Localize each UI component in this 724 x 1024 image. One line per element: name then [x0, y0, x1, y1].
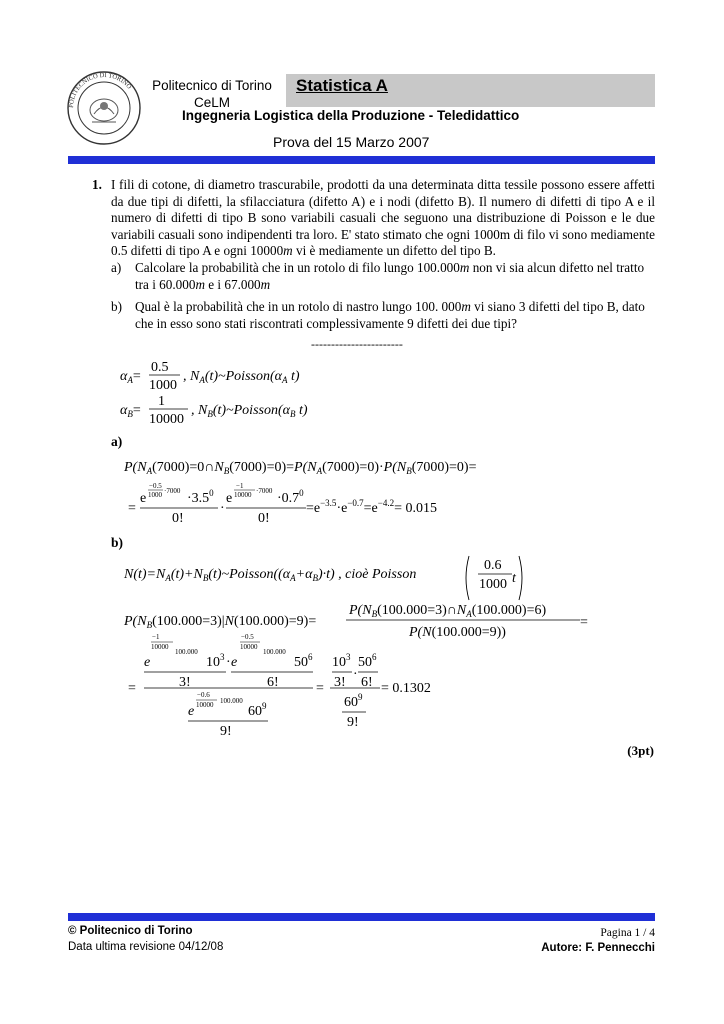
svg-text:0!: 0!	[172, 511, 184, 526]
svg-text:, NA(t)~Poisson(αA t): , $N_A(t)\sim Poisson(\alpha_A$ t)	[183, 369, 300, 385]
svg-text:1000: 1000	[149, 378, 177, 393]
svg-text:, NB(t)~Poisson(αB t): , $N_B(t)\sim Poisson(\alpha_B$ t)	[191, 403, 308, 419]
svg-text:3!: 3!	[179, 675, 191, 690]
label-b: b)	[111, 535, 124, 550]
svg-text:·: ·	[226, 655, 231, 670]
svg-text:P(NB(100.000=3)∩NA(100.000)=6): $P(N_B(100.000=3)\cap N_A(100.000)=6)$	[349, 603, 547, 619]
label-a: a)	[111, 434, 123, 449]
svg-text:103: $10^3$	[206, 652, 225, 670]
author: Autore: F. Pennecchi	[541, 942, 655, 954]
svg-text:0.6: 0.6	[484, 558, 502, 573]
svg-text:103: $10^3$	[332, 652, 351, 670]
svg-text:100.000: 100.000	[220, 697, 243, 705]
svg-text:·0.70: $\cdot 0.7^0$	[277, 488, 304, 506]
svg-text:3!: 3!	[334, 675, 346, 690]
svg-text:10000: 10000	[240, 643, 258, 651]
svg-text:1000: 1000	[479, 577, 507, 592]
question-number: 1.	[92, 177, 102, 192]
sub-question-a: a) Calcolare la probabilità che in un rotolo di filo lungo 100.000m non vi sia alcun difetto nel tratto tra i 60.000m e i 67.000m	[111, 260, 645, 292]
svg-text:=: =	[580, 615, 588, 630]
svg-text:·7000: ·7000	[164, 487, 181, 495]
copyright: © Politecnico di Torino	[68, 925, 193, 937]
question-text: I fili di cotone, di diametro trascurabile, prodotti da una determinata ditta tessile possono essere affetti da due tipi di difetti, la sfilacciatura (difetto A) e i nodi (difetto B). Il numero di difetti di tipo A e il numero di difetti di tipo B sono variabili casuali che seguono una distribuzione di Poisson e le due variabili casuali sono indipendenti tra loro. E' stato stimato che ogni 1000m di filo vi sono mediamente 0.5 difetti di tipo A e ogni 10000m vi è mediamente un difetto del tipo B.	[111, 177, 655, 258]
svg-text:−0.5: −0.5	[149, 482, 162, 490]
svg-text:e: e	[144, 655, 151, 670]
svg-text:0.5: 0.5	[151, 360, 169, 375]
svg-text:αA=: $\alpha_A=$	[120, 369, 141, 385]
svg-text:10000: 10000	[151, 643, 169, 651]
exam-date: Prova del 15 Marzo 2007	[273, 134, 430, 150]
svg-text:0!: 0!	[258, 511, 270, 526]
svg-text:P(N(100.000=9)): P(N(100.000=9))	[409, 625, 506, 640]
header-divider	[68, 156, 655, 164]
page-number: Pagina 1 / 4	[600, 927, 655, 939]
footer-left	[68, 923, 223, 955]
svg-text:=e−3.5·e−0.7=e−4.2= 0.015: $=e^{-3.5}\cdot e^{-0.7}=e^{-4.2}= 0.015$	[306, 498, 437, 516]
svg-text:·7000: ·7000	[256, 487, 273, 495]
footer-right	[541, 926, 655, 956]
svg-text:9!: 9!	[347, 715, 359, 730]
svg-text:=: =	[128, 501, 136, 516]
separator: -----------------------	[311, 337, 403, 351]
svg-text:506: $50^6$	[294, 652, 313, 670]
svg-text:= 0.1302: = 0.1302	[381, 681, 431, 696]
svg-text:−0.6: −0.6	[197, 691, 210, 699]
svg-text:·: ·	[220, 501, 225, 516]
course-name: Ingegneria Logistica della Produzione - Teledidattico	[182, 108, 520, 123]
svg-text:6!: 6!	[361, 675, 373, 690]
institution-block	[142, 77, 282, 111]
institution-unit: CeLM	[193, 95, 230, 110]
svg-text:10000: 10000	[149, 412, 184, 427]
svg-text:e: e	[140, 491, 147, 506]
svg-text:e: e	[188, 704, 195, 719]
politecnico-seal-icon	[66, 70, 142, 146]
svg-text:e: e	[231, 655, 238, 670]
svg-text:t: t	[512, 571, 516, 586]
svg-text:10000: 10000	[234, 491, 252, 499]
page-title: Statistica A	[296, 76, 388, 95]
svg-text:POLITECNICO DI TORINO: POLITECNICO DI TORINO	[67, 71, 133, 109]
svg-text:e: e	[226, 491, 233, 506]
svg-text:−1: −1	[236, 482, 244, 490]
svg-text:P(NB(100.000=3)|N(100.000)=9)=: $P(N_B(100.000=3)|N(100.000)=9)=$	[124, 614, 317, 630]
svg-text:1000: 1000	[148, 491, 162, 499]
svg-text:100.000: 100.000	[175, 648, 198, 656]
svg-text:=: =	[128, 681, 136, 696]
svg-text:·3.50: $\cdot 3.5^0$	[187, 488, 214, 506]
svg-text:1: 1	[158, 394, 165, 409]
svg-text:N(t)=NA(t)+NB(t)~Poisson((αA+α: $N(t)=N_A(t)+N_B(t)\sim Poisson((\alpha_A+\alpha_B)\cdot t)$ , cioè Poisson	[124, 567, 417, 583]
svg-text:·: ·	[353, 667, 358, 682]
institution-name: Politecnico di Torino	[152, 78, 272, 93]
revision-date: Data ultima revisione 04/12/08	[68, 941, 224, 953]
svg-text:=: =	[316, 681, 324, 696]
solution-formulas	[0, 350, 724, 750]
points-label: (3pt)	[627, 743, 654, 758]
svg-text:P(NA(7000)=0∩NB(7000)=0)=P(NA(: $P(N_A(7000)=0\cap N_B(7000)=0)=P(N_A(7000)=0)\cdot P(N_B(7000)=0)=$	[124, 460, 477, 476]
sub-question-b: b) Qual è la probabilità che in un rotolo di nastro lungo 100. 000m vi siano 3 difetti del tipo B, dato che in esso sono stati riscontrati complessivamente 9 difetti dei due tipi?	[111, 299, 645, 331]
svg-text:10000: 10000	[196, 701, 214, 709]
svg-text:100.000: 100.000	[263, 648, 286, 656]
svg-text:506: $50^6$	[358, 652, 377, 670]
svg-text:6!: 6!	[267, 675, 279, 690]
svg-text:609: $60^9$	[248, 701, 267, 719]
svg-text:−0.5: −0.5	[241, 633, 254, 641]
svg-text:609: $60^9$	[344, 692, 363, 710]
svg-text:−1: −1	[152, 633, 160, 641]
footer-divider	[68, 913, 655, 921]
svg-text:αB=: $\alpha_B=$	[120, 403, 141, 419]
svg-text:9!: 9!	[220, 724, 232, 739]
